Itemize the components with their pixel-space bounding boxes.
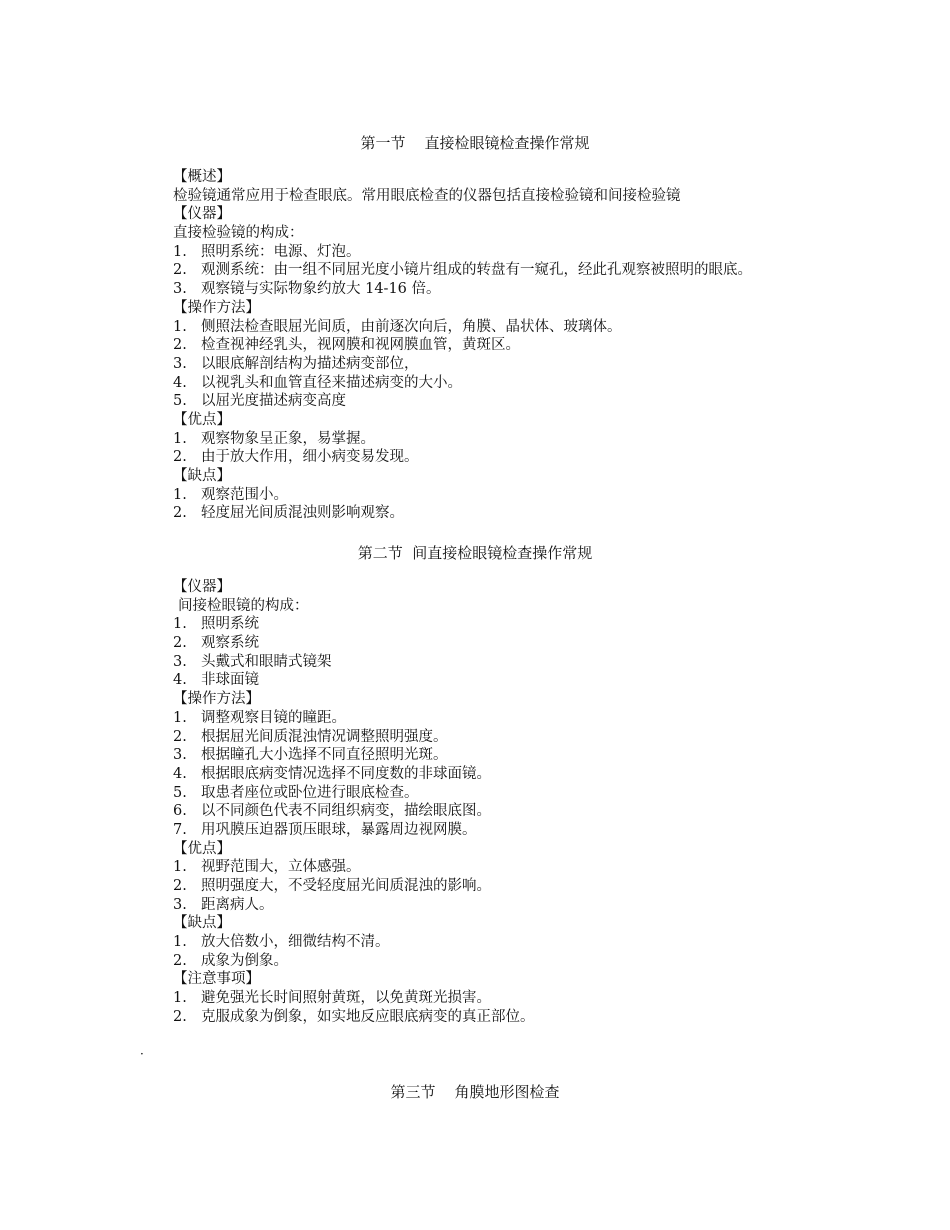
list-item: 1. 避免强光长时间照射黄斑，以免黄斑光损害。	[173, 990, 491, 1007]
instrument-intro: 直接检验镜的构成：	[173, 225, 304, 242]
list-item: 2. 克服成象为倒象，如实地反应眼底病变的真正部位。	[173, 1008, 535, 1025]
stray-dot: ·	[140, 1047, 144, 1061]
heading-advantages: 【优点】	[173, 411, 231, 428]
list-item: 1. 观察物象呈正象，易掌握。	[173, 430, 375, 447]
heading-method: 【操作方法】	[173, 299, 260, 316]
overview-text: 检验镜通常应用于检查眼底。常用眼底检查的仪器包括直接检验镜和间接检验镜	[173, 187, 681, 204]
instrument-intro: 间接检眼镜的构成：	[178, 597, 309, 614]
list-item: 5. 以屈光度描述病变高度	[173, 393, 346, 410]
heading-instrument: 【仪器】	[173, 206, 231, 223]
heading-disadvantages: 【缺点】	[173, 468, 231, 484]
list-item: 2. 轻度屈光间质混浊则影响观察。	[173, 505, 404, 522]
list-item: 3. 观察镜与实际物象约放大 14-16 倍。	[173, 281, 441, 298]
list-item: 7. 用巩膜压迫器顶压眼球，暴露周边视网膜。	[173, 821, 477, 838]
list-item: 3. 以眼底解剖结构为描述病变部位，	[173, 355, 419, 372]
heading-method: 【操作方法】	[173, 691, 260, 708]
list-item: 4. 以视乳头和血管直径来描述病变的大小。	[173, 374, 462, 391]
list-item: 4. 根据眼底病变情况选择不同度数的非球面镜。	[173, 765, 491, 782]
heading-disadvantages: 【缺点】	[173, 915, 231, 932]
list-item: 5. 取患者座位或卧位进行眼底检查。	[173, 784, 419, 801]
list-item: 1. 放大倍数小，细微结构不清。	[173, 934, 390, 951]
heading-instrument: 【仪器】	[173, 579, 231, 595]
section-2-body	[173, 578, 913, 1027]
list-item: 1. 照明系统：电源、灯泡。	[173, 243, 361, 260]
list-item: 2. 检查视神经乳头，视网膜和视网膜血管，黄斑区。	[173, 337, 520, 354]
section-1-title: 第一节 直接检眼镜检查操作常规	[360, 134, 590, 152]
list-item: 1. 视野范围大，立体感强。	[173, 859, 361, 876]
heading-overview: 【概述】	[173, 169, 231, 185]
list-item: 6. 以不同颜色代表不同组织病变，描绘眼底图。	[173, 803, 491, 820]
list-item: 2. 根据屈光间质混浊情况调整照明强度。	[173, 728, 448, 745]
list-item: 2. 成象为倒象。	[173, 952, 288, 969]
list-item: 3. 头戴式和眼睛式镜架	[173, 653, 332, 670]
list-item: 1. 照明系统	[173, 616, 259, 633]
heading-notes: 【注意事项】	[173, 971, 260, 988]
list-item: 3. 根据瞳孔大小选择不同直径照明光斑。	[173, 747, 448, 764]
list-item: 1. 调整观察目镜的瞳距。	[173, 709, 346, 726]
section-3-title: 第三节 角膜地形图检查	[390, 1083, 560, 1101]
list-item: 2. 由于放大作用，细小病变易发现。	[173, 449, 419, 466]
section-2-title: 第二节 间直接检眼镜检查操作常规	[357, 544, 593, 562]
section-1-body	[173, 168, 913, 523]
list-item: 2. 照明强度大，不受轻度屈光间质混浊的影响。	[173, 878, 491, 894]
list-item: 3. 距离病人。	[173, 896, 274, 913]
list-item: 2. 观察系统	[173, 635, 259, 652]
list-item: 2. 观测系统：由一组不同屈光度小镜片组成的转盘有一窥孔，经此孔观察被照明的眼底。	[173, 262, 752, 279]
list-item: 1. 侧照法检查眼屈光间质，由前逐次向后，角膜、晶状体、玻璃体。	[173, 318, 622, 335]
heading-advantages: 【优点】	[173, 840, 231, 857]
list-item: 1. 观察范围小。	[173, 486, 288, 503]
list-item: 4. 非球面镜	[173, 672, 259, 689]
